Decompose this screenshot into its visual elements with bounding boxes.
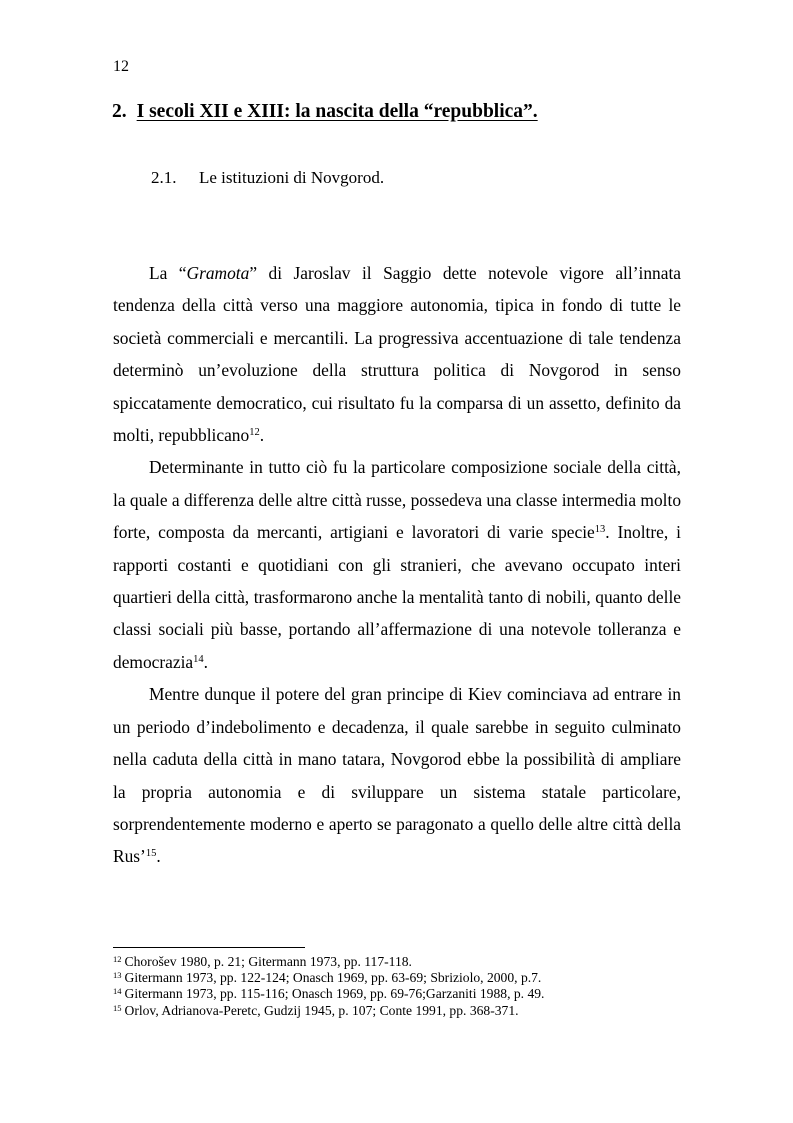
text-run: Determinante in tutto ciò fu la particolare composizione sociale della città, la quale a differenza delle altre città russe, possedeva una classe intermedia molto forte, composta da mercanti, artigiani e lavoratori di varie specie (113, 457, 682, 543)
text-run: . (259, 425, 265, 446)
text-run: ” di Jaroslav il Saggio dette notevole vigore all’innata tendenza della città verso una maggiore autonomia, tipica in fondo di tutte le società commerciali e mercantili. La progressiva accentuazione di tale tendenza determinò un’evoluzione della struttura politica di Novgorod in senso spiccatamente democratico, cui risultato fu la comparsa di un assetto, definito da molti, repubblicano (113, 263, 681, 446)
footnote-number: 15 (113, 1002, 122, 1013)
footnote-separator (113, 947, 305, 948)
chapter-heading (112, 101, 538, 123)
footnote-text: Gitermann 1973, pp. 122-124; Onasch 1969, pp. 63-69; Sbriziolo, 2000, p.7. (124, 970, 542, 986)
paragraph-3 (113, 678, 681, 872)
footnote-ref: 12 (249, 427, 260, 439)
footnote-ref: 14 (193, 653, 204, 665)
footnote (113, 986, 713, 1002)
text-run: . (203, 651, 208, 672)
body-text (113, 257, 681, 873)
page-number: 12 (113, 58, 129, 75)
footnote-text: Orlov, Adrianova-Peretc, Gudzij 1945, p. 107; Conte 1991, pp. 368-371. (124, 1002, 519, 1018)
footnote-number: 13 (113, 970, 122, 981)
chapter-title: I secoli XII e XIII: la nascita della “repubblica”. (136, 101, 538, 122)
section-number: 2.1. (151, 168, 177, 187)
italic-term: Gramota (186, 263, 250, 283)
text-run: . Inoltre, i rapporti costanti e quotidiani con gli stranieri, che avevano occupato interi quartieri della città, trasformarono anche la mentalità tanto di nobili, quanto delle classi sociali più basse, portando all’affermazione di una notevole tolleranza e democrazia (113, 522, 681, 672)
text-run: La “ (149, 263, 187, 283)
footnote (113, 970, 713, 986)
footnotes (113, 954, 713, 1019)
footnote (113, 954, 713, 970)
paragraph-1 (113, 257, 681, 451)
chapter-number: 2. (112, 101, 127, 122)
paragraph-2 (113, 451, 681, 678)
text-run: Mentre dunque il potere del gran principe di Kiev cominciava ad entrare in un periodo d’indebolimento e decadenza, il quale sarebbe in seguito culminato nella caduta della città in mano tatara, Novgorod ebbe la possibilità di ampliare la propria autonomia e di sviluppare un sistema statale particolare, sorprendentemente moderno e aperto se paragonato a quello delle altre città della Rus’ (113, 684, 681, 867)
footnote-ref: 15 (145, 848, 157, 860)
footnote-text: Chorošev 1980, p. 21; Gitermann 1973, pp. 117-118. (124, 954, 412, 969)
footnote-number: 12 (113, 954, 122, 964)
footnote-text: Gitermann 1973, pp. 115-116; Onasch 1969, pp. 69-76;Garzaniti 1988, p. 49. (124, 986, 545, 1002)
section-title: Le istituzioni di Novgorod. (199, 168, 385, 187)
footnote-ref: 13 (594, 524, 606, 536)
footnote-number: 14 (113, 986, 122, 997)
section-heading (151, 168, 384, 188)
footnote (113, 1003, 713, 1019)
text-run: . (156, 846, 161, 867)
